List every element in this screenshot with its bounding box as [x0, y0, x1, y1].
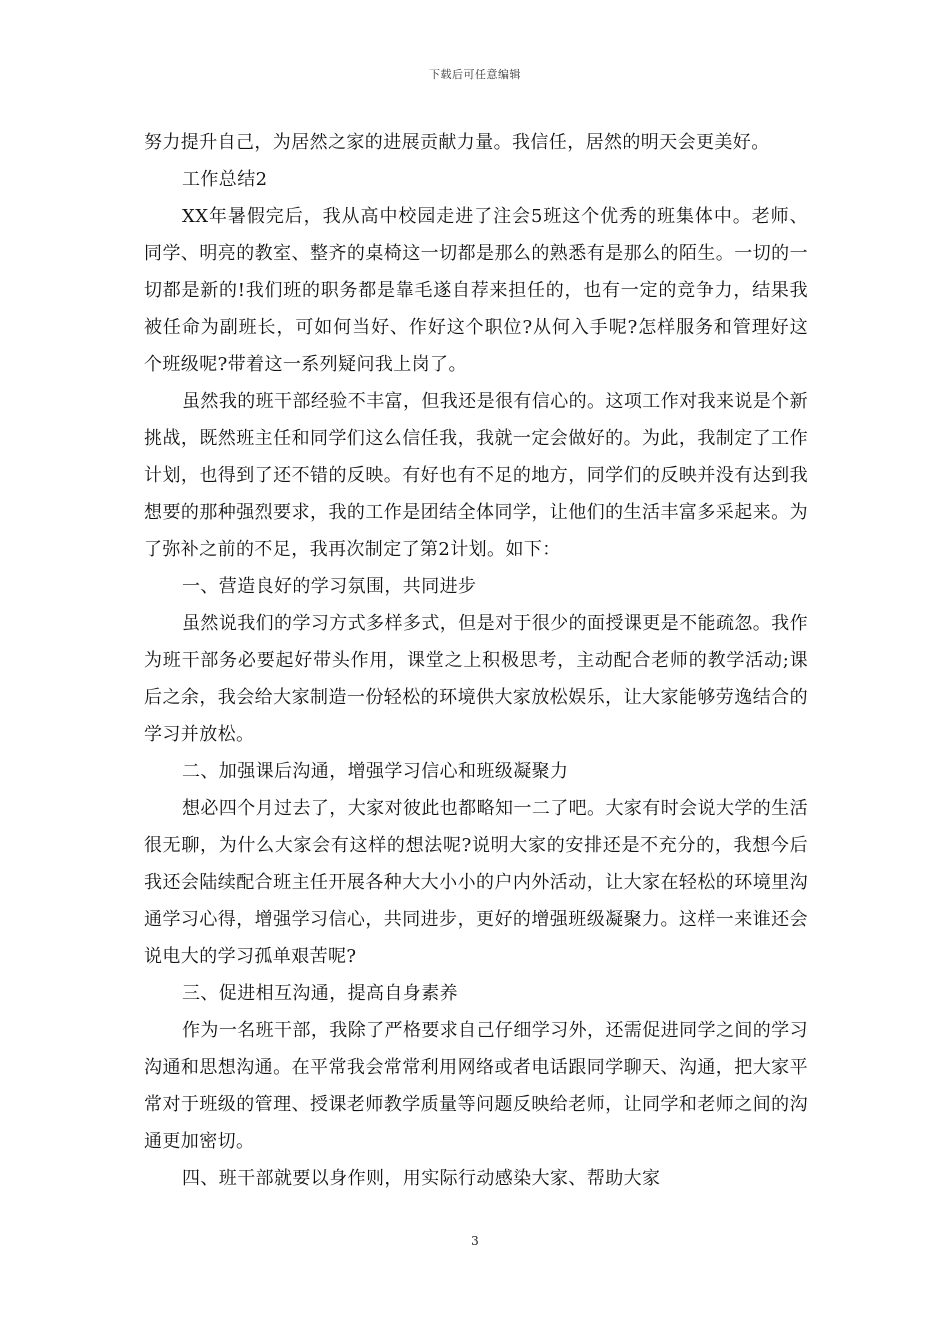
page-header: 下载后可任意编辑 [429, 68, 521, 81]
section-title: 工作总结2 [182, 169, 268, 190]
paragraph: 虽然说我们的学习方式多样多式，但是对于很少的面授课更是不能疏忽。我作为班干部务必要起好带头作用，课堂之上积极思考，主动配合老师的教学活动;课后之余，我会给大家制造一份轻松的环境供大家放松娱乐，让大家能够劳逸结合的学习并放松。 [144, 613, 808, 745]
paragraph: 虽然我的班干部经验不丰富，但我还是很有信心的。这项工作对我来说是个新挑战，既然班主任和同学们这么信任我，我就一定会做好的。为此，我制定了工作计划，也得到了还不错的反映。有好也有不足的地方，同学们的反映并没有达到我想要的那种强烈要求，我的工作是团结全体同学，让他们的生活丰富多采起来。为了弥补之前的不足，我再次制定了第2计划。如下： [144, 391, 808, 560]
paragraph-continuation: 努力提升自己，为居然之家的进展贡献力量。我信任，居然的明天会更美好。 [144, 132, 770, 153]
paragraph: XX年暑假完后，我从高中校园走进了注会5班这个优秀的班集体中。老师、同学、明亮的教室、整齐的桌椅这一切都是那么的熟悉有是那么的陌生。一切的一切都是新的!我们班的职务都是靠毛遂自荐来担任的，也有一定的竞争力，结果我被任命为副班长，可如何当好、作好这个职位?从何入手呢?怎样服务和管理好这个班级呢?带着这一系列疑问我上岗了。 [144, 206, 808, 375]
section-heading: 二、加强课后沟通，增强学习信心和班级凝聚力 [182, 761, 569, 782]
document-body [144, 124, 808, 1197]
section-heading: 三、促进相互沟通，提高自身素养 [182, 983, 458, 1004]
section-heading: 一、营造良好的学习氛围，共同进步 [182, 576, 477, 597]
paragraph: 想必四个月过去了，大家对彼此也都略知一二了吧。大家有时会说大学的生活很无聊，为什么大家会有这样的想法呢?说明大家的安排还是不充分的，我想今后我还会陆续配合班主任开展各种大大小小的户内外活动，让大家在轻松的环境里沟通学习心得，增强学习信心，共同进步，更好的增强班级凝聚力。这样一来谁还会说电大的学习孤单艰苦呢? [144, 798, 808, 967]
page-number: 3 [471, 1234, 479, 1248]
section-heading: 四、班干部就要以身作则，用实际行动感染大家、帮助大家 [182, 1168, 661, 1189]
paragraph: 作为一名班干部，我除了严格要求自己仔细学习外，还需促进同学之间的学习沟通和思想沟通。在平常我会常常利用网络或者电话跟同学聊天、沟通，把大家平常对于班级的管理、授课老师教学质量等问题反映给老师，让同学和老师之间的沟通更加密切。 [144, 1020, 808, 1152]
